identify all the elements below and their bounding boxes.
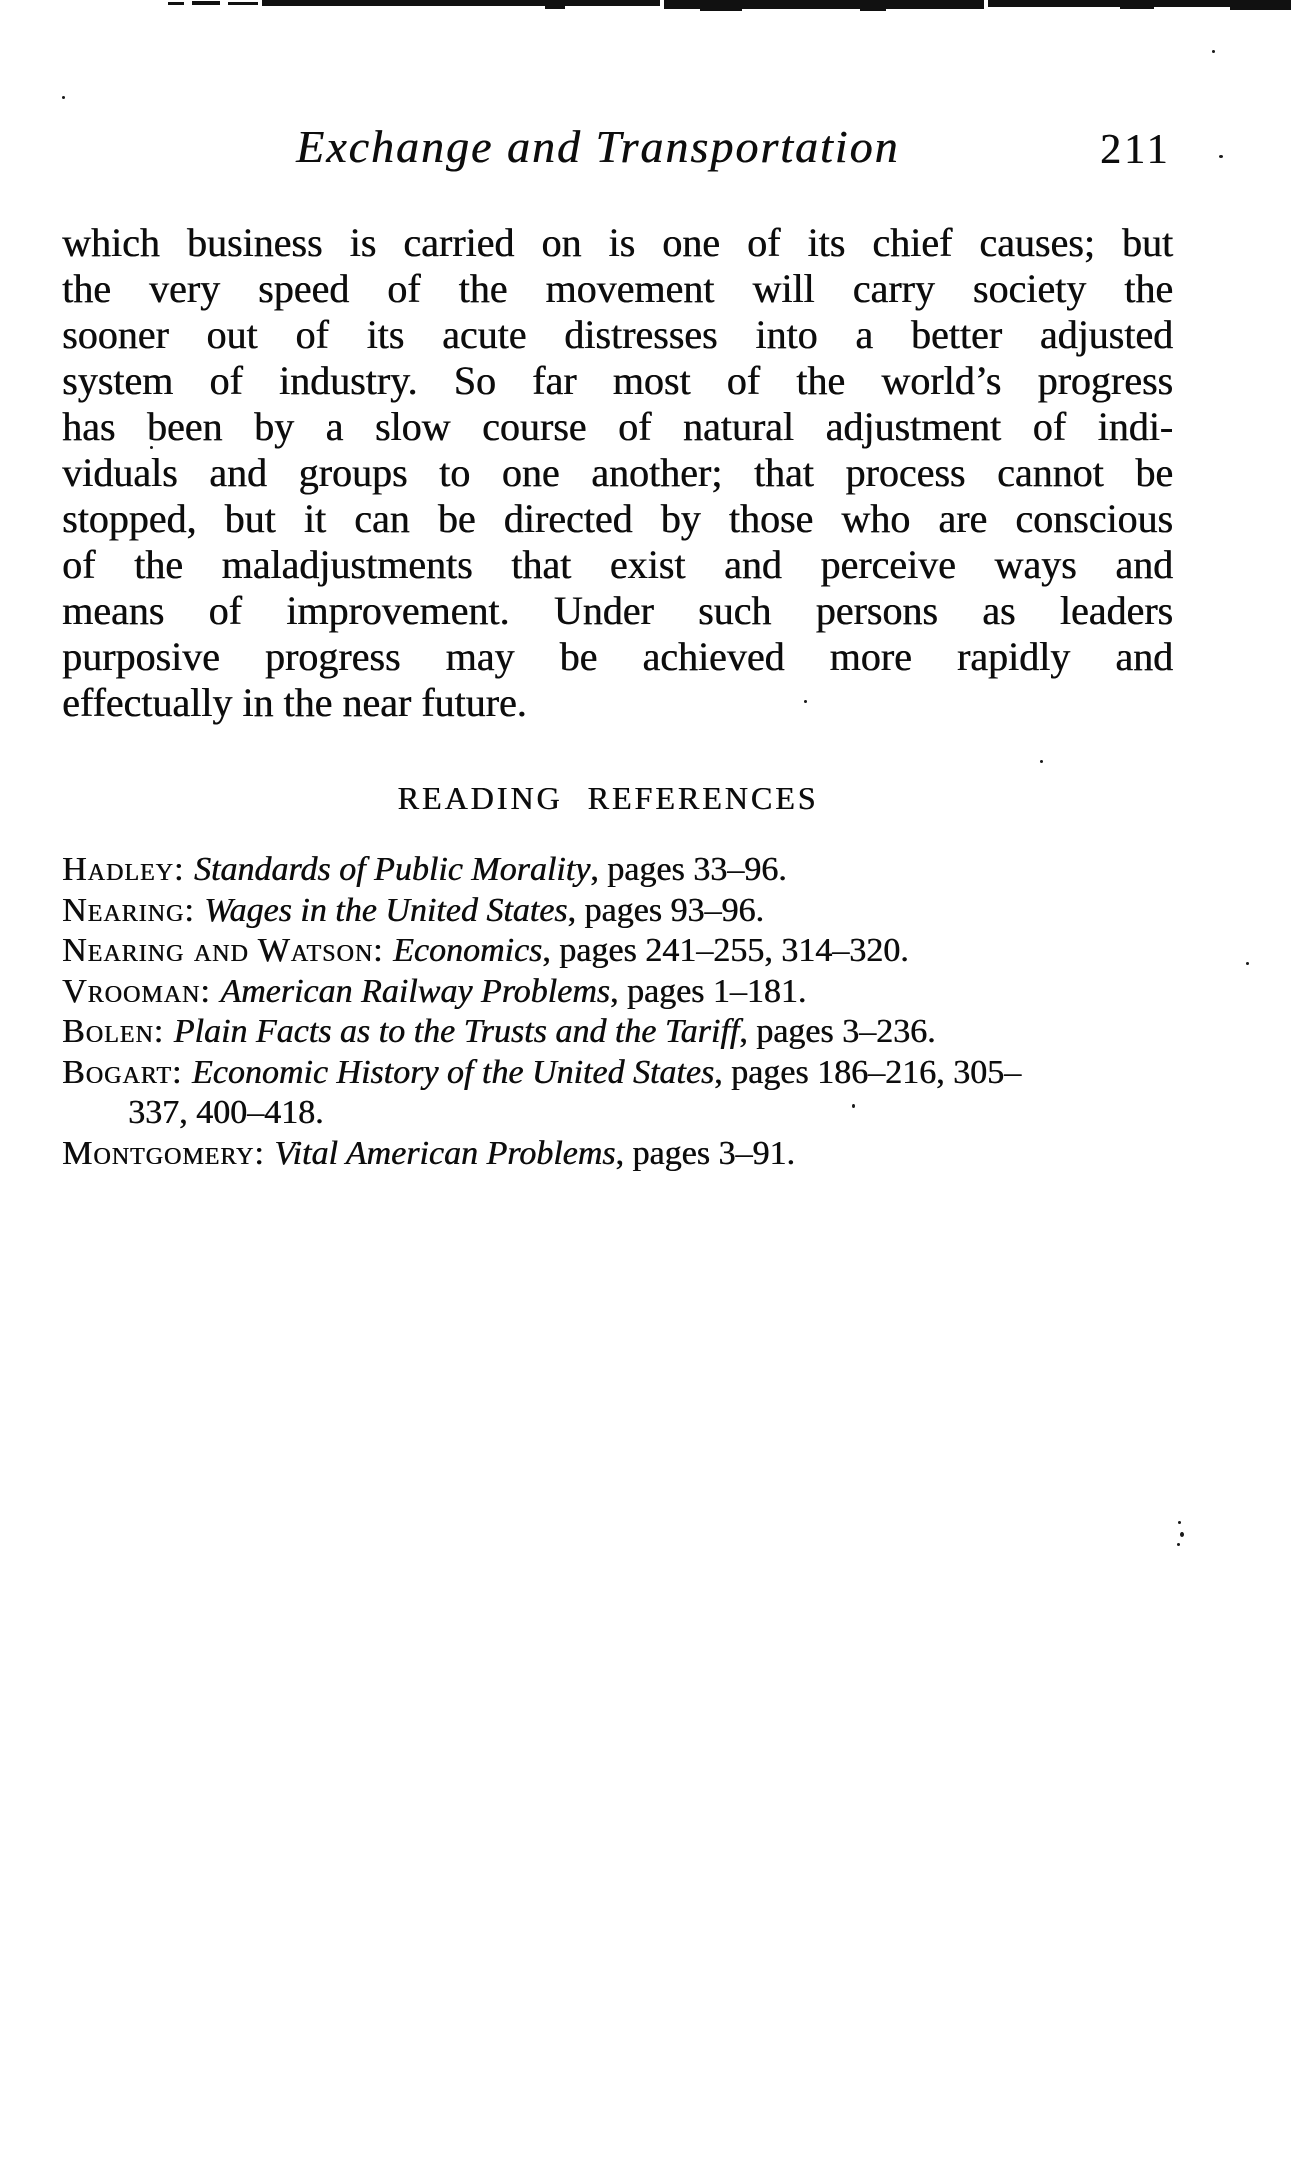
body-line: stopped, but it can be directed by those who are conscious [62,496,1173,541]
body-line: purposive progress may be achieved more rapidly and [62,634,1173,679]
scan-edge-artifact [0,0,1291,16]
body-line: of the maladjustments that exist and perceive ways and [62,542,1173,587]
reference-title: Economics [392,932,543,969]
body-line: the very speed of the movement will carry society the [62,266,1173,311]
page-number: 211 [1100,127,1171,173]
body-paragraph [62,220,1173,726]
body-line: system of industry. So far most of the world’s progress [62,358,1173,403]
reference-author: Hadley: [62,851,194,888]
reference-title: Economic History of the United States [191,1053,715,1091]
body-line: sooner out of its acute distresses into a better adjusted [62,312,1173,357]
body-line: which business is carried on is one of its chief causes; but [62,220,1173,265]
scan-speckle [1177,1543,1180,1546]
reference-entry [62,850,1182,891]
reference-author: Montgomery: [62,1134,275,1172]
reference-author: Nearing: [62,891,205,929]
reference-entry [62,891,1182,932]
running-header-title: Exchange and Transportation [296,121,900,172]
reference-entry [62,972,1182,1013]
reference-title: Plain Facts as to the Trusts and the Tariff [173,1013,740,1050]
reading-references-list [62,850,1182,1174]
section-heading: READING REFERENCES [397,780,819,816]
reference-pages: , pages 33–96. [590,851,787,888]
scan-speckle [1212,50,1215,53]
scan-speckle [1040,760,1043,763]
scan-speckle [1246,962,1249,965]
reference-author: Bolen: [62,1013,174,1050]
body-line: means of improvement. Under such persons as leaders [62,588,1173,633]
reference-title: Wages in the United States [204,891,568,929]
reference-title: Standards of Public Morality [193,851,591,888]
reference-continuation: 337, 400–418. [128,1094,324,1131]
reference-entry [62,1134,1182,1175]
reference-pages: , pages 93–96. [567,891,764,929]
reference-pages: , pages 3–236. [739,1013,936,1050]
reference-author: Bogart: [62,1053,192,1091]
reference-pages: , pages 3–91. [615,1134,795,1172]
reference-title: American Railway Problems [220,972,610,1010]
reference-pages: , pages 1–181. [609,972,807,1010]
reference-entry [62,1053,1182,1094]
reference-pages: , pages 186–216, 305– [714,1053,1021,1091]
scan-speckle [62,96,65,99]
reference-author: Vrooman: [62,972,221,1010]
body-line: effectually in the near future. [62,680,527,725]
reference-entry [62,1012,1182,1053]
reference-pages: , pages 241–255, 314–320. [542,932,909,969]
body-line: has been by a slow course of natural adjustment of indi- [62,404,1173,449]
body-line: viduals and groups to one another; that process cannot be [62,450,1173,495]
scan-speckle [1219,155,1223,158]
reference-author: Nearing and Watson: [62,932,393,969]
scan-speckle [1180,1532,1184,1537]
scan-speckle [1178,1521,1181,1524]
reference-title: Vital American Problems [274,1134,616,1172]
reference-entry [62,931,1182,972]
